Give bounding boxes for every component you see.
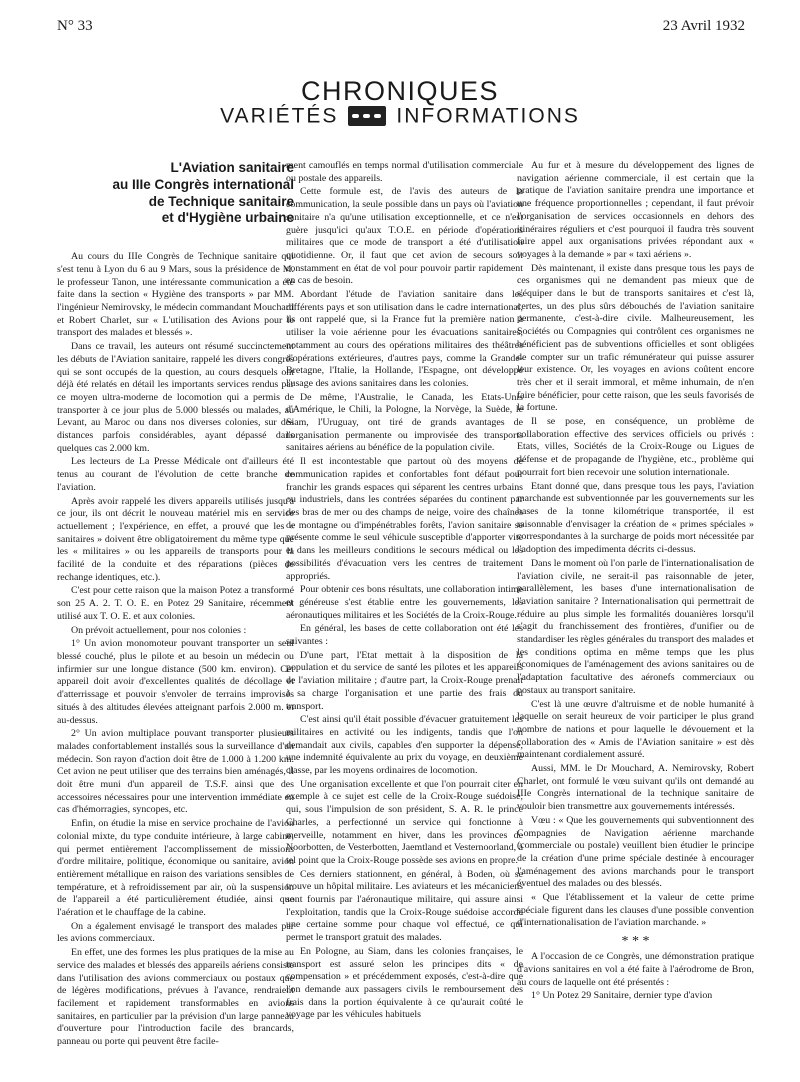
paragraph: Abordant l'étude de l'aviation sanitaire dans les différents pays et son utilisation dans le cadre international, ils ont rappelé que, si la France fut la première nation à utiliser la voie aérienne pour les évacuations sanitaires, notamment au cours des opérations militaires des théâtres d'opérations extérieures, d'autres pays, comme la Grande-Bretagne, l'Italie, la Hollande, l'Espagne, ont développé l'usage des avions sanitaires dans les colonies. xyxy=(286,289,523,389)
paragraph: Dans le moment où l'on parle de l'internationalisation de l'aviation civile, ne serait-il pas raisonnable de jeter, parallèlement, les bases d'une internationalisation de l'aviation sanitaire ? Internationalisation qui permettrait de réduire au plus simple les formalités douanières lorsqu'il s'agit du franchissement des frontières, d'unifier ou de standardiser les règles générales du transport des malades et les conditions optima en même temps que les plus économiques de l'aménagement des avions sanitaires ou de l'adaptation facultative des aéronefs commerciaux ou postaux au transport sanitaire. xyxy=(517,557,754,696)
paragraph: C'est ainsi qu'il était possible d'évacuer gratuitement les militaires en activité ou les indigents, tandis que l'on demandait aux civils, capables d'en supporter la dépense, une indemnité équivalente au prix du voyage, en deuxième classe, par les moyens ordinaires de locomotion. xyxy=(286,714,523,777)
issue-date: 23 Avril 1932 xyxy=(662,18,745,34)
paragraph: Cette formule est, de l'avis des auteurs de la communication, la seule possible dans un pays où l'aviation sanitaire n'a qu'une utilisation exceptionnelle, et ce n'est guère jusqu'ici qu'aux T.O.E. en période d'opérations militaires que ce mode de transport a été d'utilisation quotidienne. Or, il faut que cet avion de secours soit constamment en état de vol pour pouvoir partir rapidement en cas de besoin. xyxy=(286,186,523,287)
section-title: CHRONIQUES xyxy=(300,76,499,106)
article-title xyxy=(57,160,294,227)
article-title-line: de Technique sanitaire xyxy=(148,193,294,209)
paragraph: D'une part, l'Etat mettait à la disposition de la population et du service de santé les pilotes et les appareils de l'aviation militaire ; d'autre part, la Croix-Rouge prenait à sa charge l'organisation et une partie des frais du transport. xyxy=(286,649,523,712)
paragraph: Il se pose, en conséquence, un problème de collaboration effective des services officiels ou privés : Etats, villes, Sociétés de la Croix-Rouge ou Ligues de défense et de propagande de l'hygiène, etc., problème qui pourrait fort bien recevoir une solution internationale. xyxy=(517,416,754,478)
paragraph: Dès maintenant, il existe dans presque tous les pays de ces organismes qui ne demandent pas mieux que de s'équiper dans le but de transports sanitaires et c'est là, certes, un des plus sûrs débouchés de l'aviation sanitaire permanente, c'est-à-dire civile. Malheureusement, les Sociétés ou Compagnies qui contrôlent ces organismes ne bénéficient pas de subventions officielles et sont obligées de compter sur un trafic rémunérateur qui puisse assurer leur existence. Or, les voyages en avions coûtent encore très cher et il serait immoral, et même inhumain, de n'en faire bénéficier, pour cette raison, que les seuls favorisés de la fortune. xyxy=(517,262,754,414)
paragraph: Dans ce travail, les auteurs ont résumé succinctement les débuts de l'Aviation sanitaire, rappelé les divers congrès qui se sont occupés de la question, au cours desquels ont déjà été relatés en détail les importants services rendus par ce moyen ultra-moderne de locomotion qui a permis de transporter à ce jour plus de 5.000 blessés ou malades, au Levant, au Maroc ou dans nos diverses colonies, sur des distances parfois considérables, ayant dépassé dans quelques cas 2.000 km. xyxy=(57,341,294,454)
paragraph: 1° Un avion monomoteur pouvant transporter un seul blessé couché, plus le pilote et au besoin un médecin ou infirmier sur une longue distance (500 km. environ). Cet appareil doit avoir d'excellentes qualités de décollage et d'atterrissage et pouvoir s'envoler de terrains improvisés situés à des altitudes élevées atteignant parfois 2.000 m. et au-dessus. xyxy=(57,638,294,726)
paragraph: En Pologne, au Siam, dans les colonies françaises, le transport est assuré selon les principes dits « de compensation » et précédemment exposés, c'est-à-dire que l'on demande aux passagers civils le remboursement des frais dans la portion équivalente à ce qu'aurait coûté le voyage par les véhicules habituels xyxy=(286,945,523,1021)
paragraph: A l'occasion de ce Congrès, une démonstration pratique d'avions sanitaires en vol a été faite à l'aérodrome de Bron, au cours de laquelle ont été présentés : xyxy=(517,951,754,988)
paragraph: De même, l'Australie, le Canada, les Etats-Unis d'Amérique, le Chili, la Pologne, la Norvège, la Suède, le Siam, l'Uruguay, ont tiré de grands avantages de l'organisation permanente ou improvisée des transports sanitaires aériens au bénéfice de la population civile. xyxy=(286,391,523,454)
paragraph: Ces derniers stationnent, en général, à Boden, où se trouve un hôpital militaire. Les aviateurs et les mécaniciens sont fournis par l'aéronautique militaire, qui assure ainsi l'exploitation, tandis que la Croix-Rouge suédoise accorde une certaine somme pour chaque vol effectué, ce qui permet le transport gratuit des malades. xyxy=(286,868,523,944)
paragraph: En effet, une des formes les plus pratiques de la mise au service des malades et blessés des appareils aériens consiste dans l'utilisation des avions commerciaux ou postaux que de légères modifications, prévues à l'avance, rendraient facilement et rapidement transformables en avions sanitaires, en particulier par la prévision d'un large panneau d'ouverture pour l'introduction facile des brancards, panneau ou porte qui peuvent être facile- xyxy=(57,947,294,1048)
column-2 xyxy=(286,160,523,1023)
section-separator: * * * xyxy=(621,934,650,950)
paragraph: Après avoir rappelé les divers appareils utilisés jusqu'à ce jour, ils ont décrit le nouveau matériel mis en service actuellement ; l'expérience, en effet, a prouvé que les « sanitaires » doivent être obligatoirement du même type que les « militaires » ou les appareils de transports pour la facilité de la conduite et des réparations (pièces de rechange identiques, etc.). xyxy=(57,495,294,583)
article-title-line: et d'Hygiène urbaine xyxy=(161,210,294,226)
paragraph: Enfin, on étudie la mise en service prochaine de l'avion colonial mixte, du type conduite intérieure, à large cabine, qui permet entièrement l'accomplissement de missions d'ordre militaire, politique, économique ou sanitaire, avion entièrement métallique en raison des variations sensibles de température, et à refroidissement par air, où la suspension de l'appareil a été particulièrement étudiée, ainsi que l'aération et le chauffage de la cabine. xyxy=(57,818,294,919)
paragraph: Il est incontestable que partout où des moyens de communication rapides et confortables font défaut pour franchir les grands espaces qui séparent les centres urbains ou industriels, dans les contrées séparées du continent par des bras de mer ou des champs de neige, voire des chaînes de montagne ou d'impénétrables forêts, l'avion sanitaire se présente comme le seul véhicule susceptible d'apporter vite et dans les meilleurs conditions le secours médical ou les possibilités d'évacuation vers les centres de traitement appropriés. xyxy=(286,456,523,582)
article-title-line: L'Aviation sanitaire xyxy=(170,160,294,175)
logo-icon xyxy=(348,106,386,126)
section-right: INFORMATIONS xyxy=(396,104,580,128)
paragraph: 2° Un avion multiplace pouvant transporter plusieurs malades confortablement installés sous la surveillance d'un médecin. Son rayon d'action doit être de 1.000 à 1.200 km. Cet avion ne peut utiliser que des terrains bien aménagés, il doit être muni d'un appareil de T.S.F. ainsi que des accessoires nécessaires pour une intervention immédiate en cas d'hémorragies, syncopes, etc. xyxy=(57,728,294,816)
paragraph: En général, les bases de cette collaboration ont été les suivantes : xyxy=(286,623,523,648)
paragraph: C'est là une œuvre d'altruisme et de noble humanité à laquelle on serait heureux de voir participer le plus grand nombre de nations et pour laquelle le dévouement et la collaboration des « Amis de l'Aviation sanitaire » est dès maintenant cordialement assuré. xyxy=(517,698,754,761)
paragraph: ment camouflés en temps normal d'utilisation commerciale ou postale des appareils. xyxy=(286,160,523,184)
paragraph: Les lecteurs de La Presse Médicale ont d'ailleurs été tenus au courant de l'évolution de cette branche de l'aviation. xyxy=(57,456,294,493)
column-1 xyxy=(57,160,294,1050)
section-subtitle xyxy=(0,104,800,128)
paragraph: Aussi, MM. le Dr Mouchard, A. Nemirovsky, Robert Charlet, ont formulé le vœu suivant qu'ils ont demandé au IIIe Congrès international de la technique sanitaire de vouloir bien transmettre aux gouvernements intéressés. xyxy=(517,763,754,813)
paragraph: Au cours du IIIe Congrès de Technique sanitaire qui s'est tenu à Lyon du 6 au 9 Mars, sous la présidence de M. le professeur Tanon, une intéressante communication a été faite dans la section « Hygiène des transports » par MM. l'ingénieur Nemirovsky, le médecin commandant Mouchard et Robert Charlet, sur « L'utilisation des Avions pour le transport des malades et blessés ». xyxy=(57,251,294,339)
column-3 xyxy=(517,160,754,1004)
paragraph: C'est pour cette raison que la maison Potez a transformé son 25 A. 2. T. O. E. en Potez 29 Sanitaire, récemment utilisé aux T. O. E. et aux colonies. xyxy=(57,585,294,622)
article-title-line: au IIIe Congrès international xyxy=(112,176,294,192)
paragraph: On prévoit actuellement, pour nos colonies : xyxy=(71,624,247,636)
paragraph: Pour obtenir ces bons résultats, une collaboration intime et généreuse s'est établie entre les gouvernements, les aéronautiques militaires et les Sociétés de la Croix-Rouge. xyxy=(286,584,523,621)
paragraph: Etant donné que, dans presque tous les pays, l'aviation marchande est subventionnée par les gouvernements sur les bases de la tonne kilométrique transportée, il est raisonnable d'envisager la création de « primes spéciales » correspondantes à la surcharge de poids mort nécessitée par l'adoption des impedimenta décrits ci-dessus. xyxy=(517,480,754,556)
paragraph: Vœu : « Que les gouvernements qui subventionnent des Compagnies de Navigation aérienne marchande (commerciale ou postale) veuillent bien étudier le principe de la création d'une prime spéciale destinée à encourager l'aménagement des avions marchands pour le transport éventuel des malades ou des blessés. xyxy=(517,814,754,890)
paragraph: Au fur et à mesure du développement des lignes de navigation aérienne commerciale, il est certain que la pratique de l'aviation sanitaire prendra une importance et une fréquence proportionnelles ; cependant, il faut prévoir l'organisation de services occasionnels en dehors des itinéraires réguliers et c'est pourquoi il faudra très souvent faire appel aux organisations privées répondant aux « voyages à la demande » par « taxi aériens ». xyxy=(517,160,754,260)
paragraph: « Que l'établissement et la valeur de cette prime spéciale figurent dans les clauses d'une possible convention d'internationalisation de l'aviation marchande. » xyxy=(517,892,754,929)
section-left: VARIÉTÉS xyxy=(220,104,339,128)
paragraph: Une organisation excellente et que l'on pourrait citer en exemple à ce sujet est celle de la Croix-Rouge suédoise, qui, sous l'impulsion de son président, S. A. R. le prince Charles, a perfectionné un service qui fonctionne à merveille, notamment en hiver, dans les provinces de Noorbotten, de Vesterbotten, Jaemtland et Vesternoorland, à tel point que la Croix-Rouge possède ses avions en propre. xyxy=(286,778,523,866)
paragraph: On a également envisagé le transport des malades par les avions commerciaux. xyxy=(57,920,294,945)
paragraph: 1° Un Potez 29 Sanitaire, dernier type d'avion xyxy=(531,990,713,1002)
issue-number: N° 33 xyxy=(57,18,93,34)
